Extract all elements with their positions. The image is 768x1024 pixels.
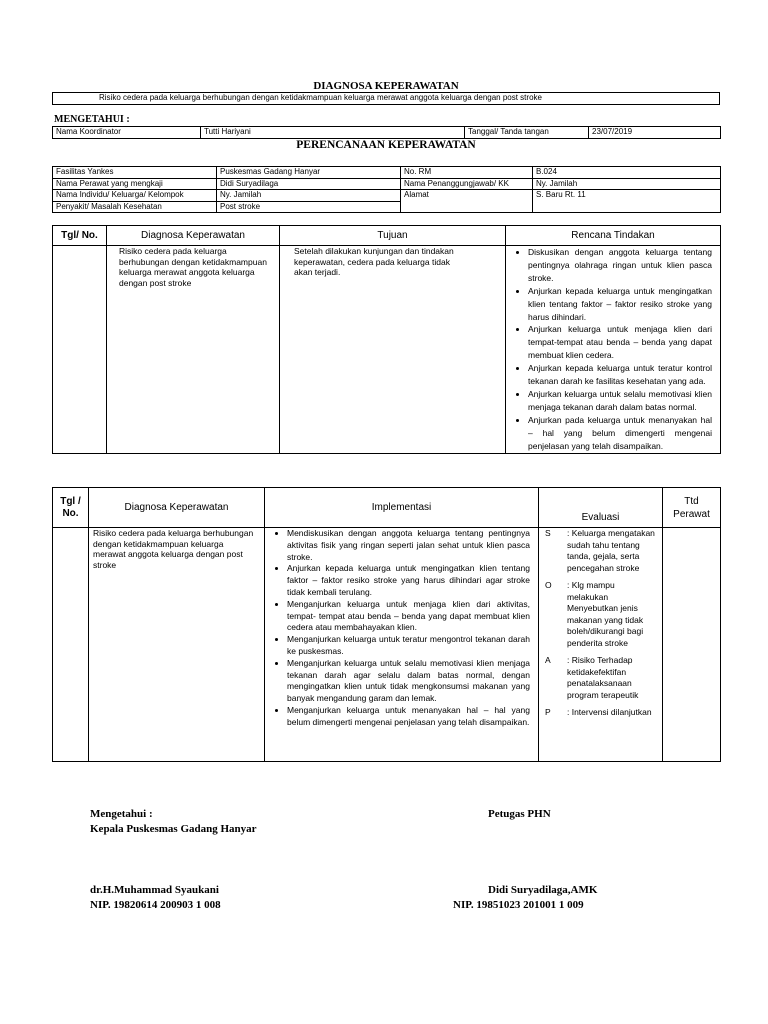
impl-header-ttd: Ttd Perawat [663, 488, 721, 528]
info-label: Alamat [401, 190, 533, 213]
rencana-item: • Anjurkan keluarga untuk menjaga klien dari tempat-tempat atau benda – benda yang dapat membuat klien cedera. [528, 323, 712, 362]
tanggal-label: Tanggal/ Tanda tangan [465, 127, 589, 139]
plan-rencana [506, 246, 721, 454]
info-value: Ny. Jamilah [217, 190, 401, 202]
impl-diagnosa: Risiko cedera pada keluarga berhubungan dengan ketidakmampuan keluarga merawat anggota keluarga dengan post stroke [89, 528, 265, 762]
signature-right-name [453, 883, 597, 913]
info-value: S. Baru Rt. 11 [533, 190, 721, 213]
impl-evaluasi [539, 528, 663, 762]
plan-header-diagnosa: Diagnosa Keperawatan [107, 226, 280, 246]
evaluasi-a [545, 655, 658, 701]
koordinator-label: Nama Koordinator [53, 127, 201, 139]
perencanaan-title: PERENCANAAN KEPERAWATAN [296, 139, 476, 151]
rencana-item: • Anjurkan keluarga untuk selalu memotivasi klien menjaga tekanan darah dalam batas normal. [528, 388, 712, 414]
implementasi-item: • Menganjurkan keluarga untuk menjaga klien dari aktivitas, tempat- tempat atau benda – benda yang dapat membuat klien cedera atau membahayakan klien. [287, 599, 530, 634]
evaluasi-text: : Keluarga mengatakan sudah tahu tentang tanda, gejala, serta pencegahan stroke [567, 528, 655, 573]
implementasi-item: • Menganjurkan keluarga untuk teratur mengontrol tekanan darah ke puskesmas. [287, 634, 530, 658]
implementasi-item: • Menganjurkan keluarga untuk selalu memotivasi klien menjaga tekanan darah agar selalu dalam batas normal, dengan mengingatkan klien untuk tidak mengkonsumsi makanan yang banyak mengandung garam dan lemak. [287, 658, 530, 705]
petugas-name: Didi Suryadilaga,AMK [488, 884, 598, 896]
implementasi-item: • Menganjurkan keluarga untuk menanyakan hal – hal yang belum dimengerti mengenai penjelasan yang telah disampaikan. [287, 705, 530, 729]
info-value: Post stroke [217, 201, 401, 213]
info-value: B.024 [533, 167, 721, 179]
kepala-nip: NIP. 19820614 200903 1 008 [90, 899, 221, 911]
info-label: Penyakit/ Masalah Kesehatan [53, 201, 217, 213]
evaluasi-label: S [545, 528, 551, 538]
info-value: Didi Suryadilaga [217, 178, 401, 190]
info-value: Ny. Jamilah [533, 178, 721, 190]
kepala-title: Kepala Puskesmas Gadang Hanyar [90, 823, 257, 835]
evaluasi-p [545, 707, 658, 719]
impl-header-tgl: Tgl / No. [53, 488, 89, 528]
plan-header-rencana: Rencana Tindakan [506, 226, 721, 246]
plan-tgl [53, 246, 107, 454]
info-value: Puskesmas Gadang Hanyar [217, 167, 401, 179]
plan-header-tujuan: Tujuan [280, 226, 506, 246]
mengetahui-label: MENGETAHUI : [54, 114, 130, 125]
info-label: Nama Individu/ Keluarga/ Kelompok [53, 190, 217, 202]
impl-header-implementasi: Implementasi [265, 488, 539, 528]
plan-tujuan: Setelah dilakukan kunjungan dan tindakan keperawatan, cedera pada keluarga tidak akan terjadi. [280, 246, 506, 454]
rencana-item: • Anjurkan pada keluarga untuk menanyakan hal – hal yang belum dimengerti mengenai penjelasan yang telah disampaikan. [528, 414, 712, 453]
petugas-title: Petugas PHN [488, 808, 551, 820]
evaluasi-s [545, 528, 658, 574]
impl-table [52, 487, 721, 762]
impl-ttd [663, 528, 721, 762]
impl-tgl [53, 528, 89, 762]
impl-header-diagnosa: Diagnosa Keperawatan [89, 488, 265, 528]
plan-table [52, 225, 721, 454]
signature-left [90, 807, 257, 837]
koordinator-name: Tutti Hariyani [201, 127, 465, 139]
mengetahui-footer-label: Mengetahui : [90, 808, 153, 820]
evaluasi-text: : Klg mampu melakukan Menyebutkan jenis makanan yang tidak boleh/dikurangi bagi penderita stroke [567, 580, 644, 648]
info-label: Nama Penanggungjawab/ KK [401, 178, 533, 190]
evaluasi-label: A [545, 655, 551, 665]
petugas-nip: NIP. 19851023 201001 1 009 [453, 899, 584, 911]
diagnosa-table [52, 92, 720, 105]
implementasi-list [268, 528, 530, 729]
evaluasi-label: O [545, 580, 552, 590]
plan-header-tgl: Tgl/ No. [53, 226, 107, 246]
info-label: Nama Perawat yang mengkaji [53, 178, 217, 190]
evaluasi-text: : Intervensi dilanjutkan [567, 707, 652, 717]
koordinator-table [52, 126, 721, 139]
evaluasi-label: P [545, 707, 551, 717]
rencana-item: • Diskusikan dengan anggota keluarga tentang pentingnya olahraga ringan untuk klien pasca stroke. [528, 246, 712, 285]
signature-left-name [90, 883, 221, 913]
evaluasi-text: : Risiko Terhadap ketidakefektifan penatalaksanaan program terapeutik [567, 655, 639, 700]
info-label: No. RM [401, 167, 533, 179]
info-label: Fasilitas Yankes [53, 167, 217, 179]
evaluasi-o [545, 580, 658, 649]
diagnosa-title: DIAGNOSA KEPERAWATAN [313, 80, 459, 92]
impl-header-evaluasi: Evaluasi [539, 488, 663, 528]
plan-diagnosa: Risiko cedera pada keluarga berhubungan dengan ketidakmampuan keluarga merawat anggota keluarga dengan post stroke [107, 246, 280, 454]
rencana-item: • Anjurkan kepada keluarga untuk teratur kontrol tekanan darah ke fasilitas kesehatan yang ada. [528, 362, 712, 388]
implementasi-item: • Mendiskusikan dengan anggota keluarga tentang pentingnya aktivitas fisik yang ringan seperti jalan sehat untuk klien pasca stroke. [287, 528, 530, 563]
tanggal-value: 23/07/2019 [589, 127, 721, 139]
kepala-name: dr.H.Muhammad Syaukani [90, 884, 219, 896]
impl-implementasi [265, 528, 539, 762]
info-table [52, 166, 721, 213]
diagnosa-text: Risiko cedera pada keluarga berhubungan dengan ketidakmampuan keluarga merawat anggota keluarga dengan post stroke [53, 93, 720, 105]
rencana-item: • Anjurkan kepada keluarga untuk mengingatkan klien tentang faktor – faktor resiko stroke yang harus dihindari. [528, 285, 712, 324]
implementasi-item: • Anjurkan kepada keluarga untuk mengingatkan klien tentang faktor – faktor resiko stroke yang harus dihindari agar stroke tidak kembali terulang. [287, 563, 530, 598]
rencana-list [509, 246, 712, 453]
